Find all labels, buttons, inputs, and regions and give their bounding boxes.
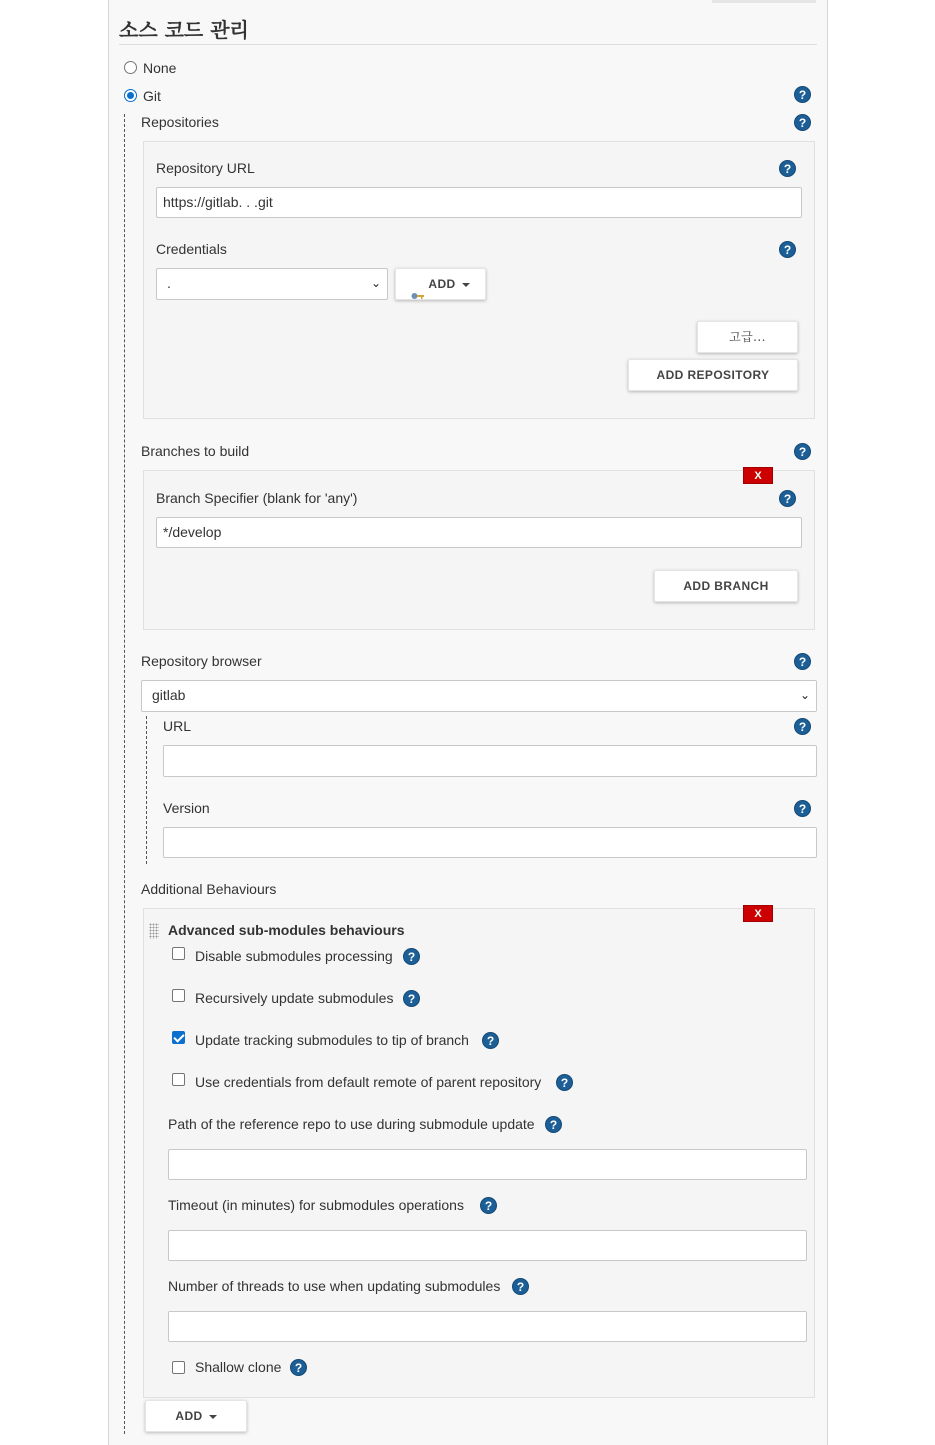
branch-specifier-label: Branch Specifier (blank for 'any') — [156, 490, 358, 506]
help-icon[interactable]: ? — [779, 160, 796, 177]
credentials-select[interactable] — [156, 268, 388, 300]
recursive-update-label: Recursively update submodules — [195, 990, 394, 1006]
browser-url-label: URL — [163, 718, 192, 734]
threads-input[interactable] — [168, 1311, 807, 1342]
repository-browser-label: Repository browser — [141, 653, 262, 669]
caret-down-icon — [462, 283, 470, 287]
drag-handle-icon[interactable] — [149, 923, 159, 939]
additional-behaviours-label: Additional Behaviours — [141, 881, 277, 897]
scm-none-label: None — [143, 60, 177, 76]
section-divider — [119, 44, 817, 45]
browser-version-input[interactable] — [163, 827, 817, 858]
repositories-label: Repositories — [141, 114, 219, 130]
delete-branch-button[interactable]: X — [743, 467, 773, 484]
caret-down-icon — [209, 1415, 217, 1419]
parent-credentials-label: Use credentials from default remote of parent repository — [195, 1074, 542, 1090]
help-icon[interactable]: ? — [794, 114, 811, 131]
shallow-clone-checkbox[interactable] — [172, 1361, 185, 1374]
help-icon[interactable]: ? — [794, 653, 811, 670]
tracking-submodules-label: Update tracking submodules to tip of branch — [195, 1032, 469, 1048]
help-icon[interactable]: ? — [556, 1074, 573, 1091]
recursive-update-checkbox[interactable] — [172, 989, 185, 1002]
credentials-value: . — [167, 275, 171, 291]
chevron-down-icon: ⌄ — [370, 276, 381, 290]
help-icon[interactable]: ? — [480, 1197, 497, 1214]
threads-label: Number of threads to use when updating submodules — [168, 1278, 501, 1294]
reference-path-input[interactable] — [168, 1149, 807, 1180]
scm-git-radio[interactable] — [124, 89, 137, 102]
repository-browser-value: gitlab — [152, 687, 186, 703]
browser-section-guide — [146, 716, 147, 864]
section-title: 소스 코드 관리 — [119, 18, 249, 42]
add-credentials-label: ADD — [428, 277, 456, 291]
help-icon[interactable]: ? — [512, 1278, 529, 1295]
help-icon[interactable]: ? — [290, 1359, 307, 1376]
chevron-down-icon: ⌄ — [799, 688, 810, 702]
disable-submodules-label: Disable submodules processing — [195, 948, 393, 964]
top-tab-edge — [712, 0, 816, 3]
tracking-submodules-checkbox[interactable] — [172, 1031, 185, 1044]
add-repository-button[interactable]: ADD REPOSITORY — [628, 359, 798, 391]
help-icon[interactable]: ? — [794, 800, 811, 817]
git-section-guide — [124, 114, 125, 1434]
browser-url-input[interactable] — [163, 745, 817, 777]
parent-credentials-checkbox[interactable] — [172, 1073, 185, 1086]
timeout-input[interactable] — [168, 1230, 807, 1261]
help-icon[interactable]: ? — [545, 1116, 562, 1133]
add-credentials-button[interactable] — [395, 268, 486, 300]
advanced-button[interactable]: 고급... — [697, 321, 798, 353]
help-icon[interactable]: ? — [403, 948, 420, 965]
add-behaviour-label: ADD — [175, 1409, 203, 1423]
help-icon[interactable]: ? — [779, 241, 796, 258]
branch-specifier-input[interactable]: */develop — [156, 517, 802, 548]
delete-behaviour-button[interactable]: X — [743, 905, 773, 922]
add-behaviour-button[interactable] — [145, 1400, 247, 1432]
credentials-label: Credentials — [156, 241, 227, 257]
timeout-label: Timeout (in minutes) for submodules operations — [168, 1197, 464, 1213]
help-icon[interactable]: ? — [794, 86, 811, 103]
reference-path-label: Path of the reference repo to use during submodule update — [168, 1116, 535, 1132]
key-icon — [411, 281, 425, 289]
scm-none-radio[interactable] — [124, 61, 137, 74]
disable-submodules-checkbox[interactable] — [172, 947, 185, 960]
branches-label: Branches to build — [141, 443, 250, 459]
shallow-clone-label: Shallow clone — [195, 1359, 282, 1375]
help-icon[interactable]: ? — [794, 443, 811, 460]
help-icon[interactable]: ? — [794, 718, 811, 735]
help-icon[interactable]: ? — [482, 1032, 499, 1049]
browser-version-label: Version — [163, 800, 210, 816]
submodules-title: Advanced sub-modules behaviours — [168, 922, 405, 938]
help-icon[interactable]: ? — [779, 490, 796, 507]
help-icon[interactable]: ? — [403, 990, 420, 1007]
scm-git-label: Git — [143, 88, 161, 104]
repository-url-label: Repository URL — [156, 160, 255, 176]
repository-url-input[interactable]: https://gitlab. . .git — [156, 187, 802, 218]
add-branch-button[interactable]: ADD BRANCH — [654, 570, 798, 602]
repository-browser-select[interactable] — [141, 680, 817, 712]
